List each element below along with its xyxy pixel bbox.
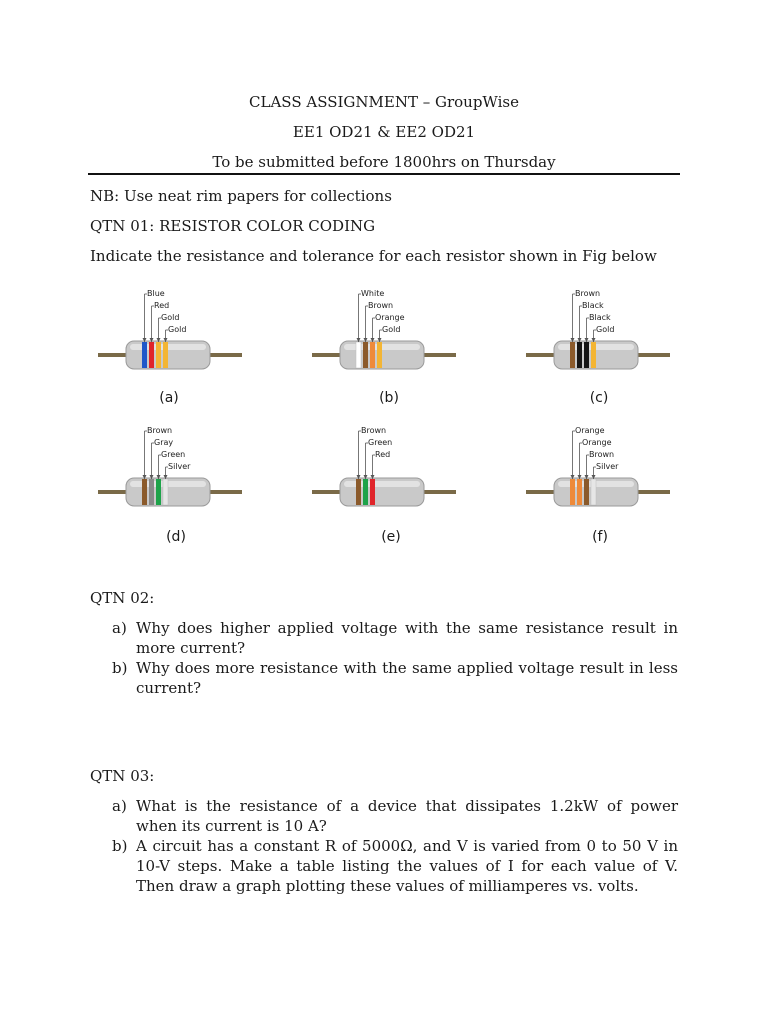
resistor-body-highlight <box>344 481 420 487</box>
color-band <box>142 479 147 505</box>
q3-item-a-text: What is the resistance of a device that dissipates 1.2kW of power when its current is 10 A? <box>136 797 678 835</box>
q2-item-b <box>112 658 678 698</box>
color-band <box>156 342 161 368</box>
submission-deadline: To be submitted before 1800hrs on Thursday <box>212 153 556 171</box>
band-label: Gold <box>161 313 180 322</box>
color-band <box>156 479 161 505</box>
q3-item-b-mark: b) <box>112 837 128 855</box>
q2-title: QTN 02: <box>90 589 155 607</box>
color-band <box>584 479 589 505</box>
resistor-lead-left <box>98 490 128 494</box>
color-band <box>570 479 575 505</box>
band-label: Orange <box>375 313 405 322</box>
resistor-lead-left <box>98 353 128 357</box>
color-band <box>363 479 368 505</box>
resistor-e <box>310 423 460 523</box>
resistor-lead-right <box>636 353 670 357</box>
band-label: Gold <box>596 325 615 334</box>
band-label: Green <box>161 450 186 459</box>
class-codes: EE1 OD21 & EE2 OD21 <box>292 123 476 141</box>
band-label: Gray <box>154 438 174 447</box>
resistor-lead-left <box>312 353 342 357</box>
color-band <box>577 342 582 368</box>
q3-item-b <box>112 836 678 896</box>
resistor-lead-left <box>526 490 556 494</box>
band-label: White <box>361 289 385 298</box>
color-band <box>363 342 368 368</box>
color-band <box>370 342 375 368</box>
nb-note: NB: Use neat rim papers for collections <box>90 187 392 205</box>
color-band <box>142 342 147 368</box>
resistor-f-label: (f) <box>592 529 608 545</box>
q2-item-b-text: Why does more resistance with the same applied voltage result in less current? <box>136 659 678 697</box>
band-label: Orange <box>582 438 612 447</box>
band-label: Brown <box>361 426 387 435</box>
band-label: Red <box>375 450 391 459</box>
resistor-a-label: (a) <box>159 390 179 406</box>
q1-instruction: Indicate the resistance and tolerance for each resistor shown in Fig below <box>90 247 657 265</box>
resistor-d <box>96 423 246 523</box>
color-band <box>377 342 382 368</box>
band-label: Black <box>582 301 604 310</box>
q3-item-a <box>112 796 678 836</box>
band-label: Brown <box>575 289 601 298</box>
q3-list <box>112 796 678 896</box>
band-label: Blue <box>147 289 165 298</box>
resistor-d-label: (d) <box>166 529 186 545</box>
header-divider <box>88 173 680 175</box>
resistor-b <box>310 286 460 386</box>
color-band <box>591 479 596 505</box>
band-label: Silver <box>168 462 191 471</box>
q3-item-a-mark: a) <box>112 797 127 815</box>
color-band <box>591 342 596 368</box>
resistor-lead-right <box>208 490 242 494</box>
q2-item-a-text: Why does higher applied voltage with the same resistance result in more current? <box>136 619 678 657</box>
resistor-c <box>524 286 674 386</box>
q2-list <box>112 618 678 698</box>
color-band <box>570 342 575 368</box>
resistor-lead-left <box>526 353 556 357</box>
resistor-e-label: (e) <box>381 529 401 545</box>
q2-item-b-mark: b) <box>112 659 128 677</box>
band-label: Brown <box>589 450 615 459</box>
color-band <box>356 479 361 505</box>
resistor-lead-right <box>422 490 456 494</box>
band-label: Green <box>368 438 393 447</box>
band-label: Gold <box>382 325 401 334</box>
resistor-f <box>524 423 674 523</box>
band-label: Brown <box>147 426 173 435</box>
q3-item-b-text: A circuit has a constant R of 5000Ω, and V is varied from 0 to 50 V in 10-V steps. Make a table listing the values of I for each value of V. Then draw a graph plotting these values of milliamperes vs. volts. <box>136 837 678 895</box>
band-label: Orange <box>575 426 605 435</box>
color-band <box>584 342 589 368</box>
color-band <box>149 342 154 368</box>
resistor-drawing <box>96 286 246 386</box>
band-label: Brown <box>368 301 394 310</box>
color-band <box>370 479 375 505</box>
color-band <box>163 479 168 505</box>
resistor-lead-right <box>208 353 242 357</box>
resistor-a <box>96 286 246 386</box>
resistor-lead-right <box>422 353 456 357</box>
q1-title: QTN 01: RESISTOR COLOR CODING <box>90 217 376 235</box>
q2-item-a <box>112 618 678 658</box>
band-label: Red <box>154 301 170 310</box>
band-label: Gold <box>168 325 187 334</box>
band-label: Silver <box>596 462 619 471</box>
band-label: Black <box>589 313 611 322</box>
color-band <box>163 342 168 368</box>
resistor-lead-right <box>636 490 670 494</box>
q3-title: QTN 03: <box>90 767 155 785</box>
resistor-lead-left <box>312 490 342 494</box>
resistor-b-label: (b) <box>379 390 399 406</box>
resistor-c-label: (c) <box>589 390 609 406</box>
q2-item-a-mark: a) <box>112 619 127 637</box>
color-band <box>577 479 582 505</box>
color-band <box>149 479 154 505</box>
assignment-title: CLASS ASSIGNMENT – GroupWise <box>249 93 519 111</box>
color-band <box>356 342 361 368</box>
